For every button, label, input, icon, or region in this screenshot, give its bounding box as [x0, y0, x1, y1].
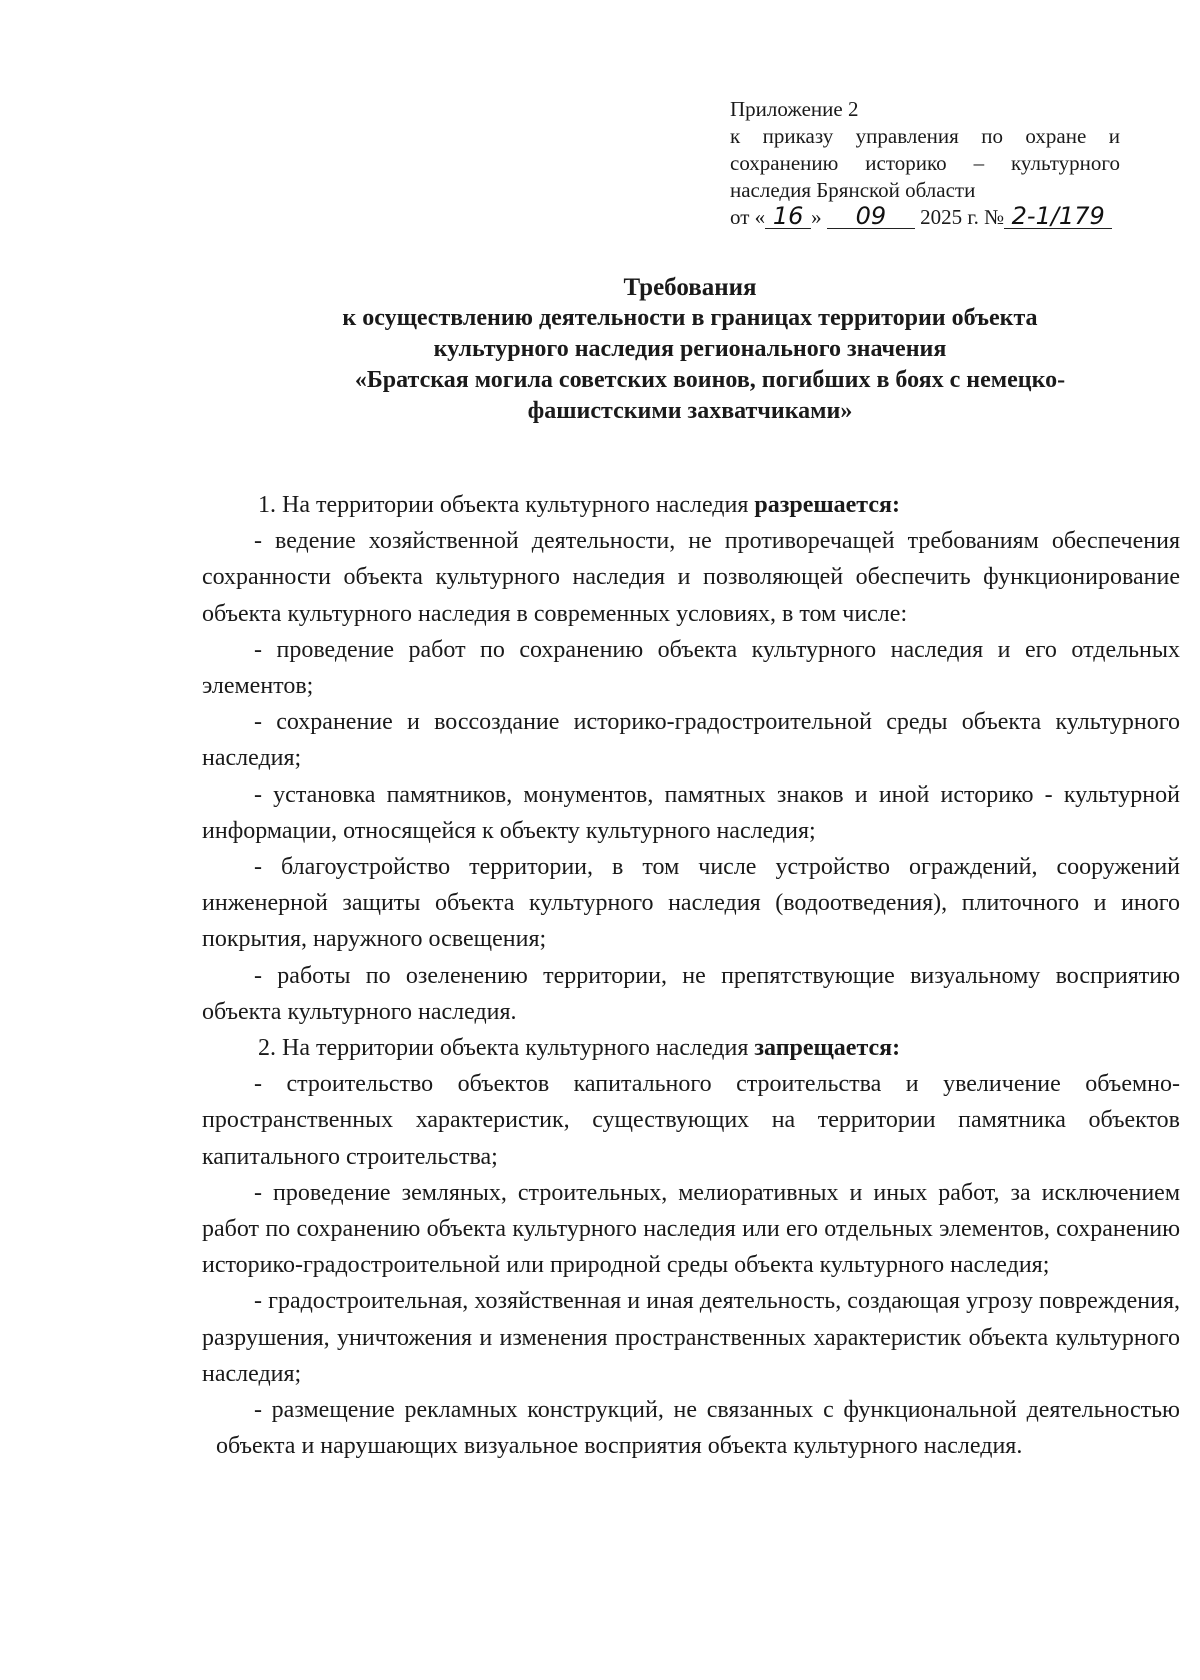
section-1-lead: 1. На территории объекта культурного наследия	[258, 492, 755, 518]
section-1-heading	[202, 487, 1180, 523]
section-1-item: - проведение работ по сохранению объекта культурного наследия и его отдельных элементов;	[202, 636, 1180, 700]
document-title	[200, 272, 1180, 427]
section-2-keyword: запрещается:	[754, 1035, 901, 1062]
handwritten-order-number: 2-1/179	[1004, 204, 1112, 229]
appendix-date-line	[730, 204, 1120, 231]
title-line-5: фашистскими захватчиками»	[527, 398, 853, 424]
appendix-header	[730, 96, 1120, 231]
appendix-title: Приложение 2	[730, 97, 859, 121]
section-2-heading	[202, 1030, 1180, 1066]
title-line-2: к осуществлению деятельности в границах территории объекта	[342, 305, 1038, 331]
section-2-item: - проведение земляных, строительных, мелиоративных и иных работ, за исключением работ по сохранению объекта культурного наследия или его отдельных элементов, сохранению историко-градостроительной или природной среды объекта культурного наследия;	[202, 1179, 1180, 1279]
section-2-item: - строительство объектов капитального строительства и увеличение объемно-пространственных характеристик, существующих на территории памятника объектов капитального строительства;	[202, 1071, 1180, 1170]
appendix-department-line: сохранению историко – культурного	[730, 151, 1120, 175]
date-close-quote: »	[811, 205, 822, 229]
date-prefix: от «	[730, 205, 766, 229]
section-1-item: - работы по озеленению территории, не препятствующие визуальному восприятию объекта культурного наследия.	[202, 962, 1180, 1025]
section-1-keyword: разрешается:	[754, 492, 900, 518]
section-1-item: - ведение хозяйственной деятельности, не противоречащей требованиям обеспечения сохранности объекта культурного наследия и позволяющей обеспечить функционирование объекта культурного наследия в современных условиях, в том числе:	[202, 528, 1180, 627]
appendix-order-line: к приказу управления по охране и	[730, 124, 1120, 148]
title-line-3: культурного наследия регионального значения	[433, 336, 947, 362]
document-body	[202, 487, 1180, 1464]
handwritten-day: 16	[765, 204, 811, 229]
section-1-item: - сохранение и воссоздание историко-градостроительной среды объекта культурного наследия;	[202, 709, 1180, 772]
handwritten-month: 09	[827, 204, 915, 229]
section-2-item: - размещение рекламных конструкций, не связанных с функциональной деятельностью объекта и нарушающих визуальное восприятия объекта культурного наследия.	[216, 1397, 1180, 1460]
title-line-4: «Братская могила советских воинов, погибших в боях с немецко-	[354, 367, 1066, 393]
section-1-item: - установка памятников, монументов, памятных знаков и иной историко - культурной информации, относящейся к объекту культурного наследия;	[202, 781, 1180, 844]
section-2-lead: 2. На территории объекта культурного наследия	[258, 1035, 755, 1062]
appendix-region-line: наследия Брянской области	[730, 178, 976, 202]
section-2-item: - градостроительная, хозяйственная и иная деятельность, создающая угрозу повреждения, разрушения, уничтожения и изменения пространственных характеристик объекта культурного наследия;	[202, 1288, 1180, 1387]
date-year: 2025 г. №	[920, 205, 1005, 229]
section-1-item: - благоустройство территории, в том числе устройство ограждений, сооружений инженерной защиты объекта культурного наследия (водоотведения), плиточного и иного покрытия, наружного освещения;	[202, 854, 1180, 953]
title-line-1: Требования	[623, 274, 757, 301]
